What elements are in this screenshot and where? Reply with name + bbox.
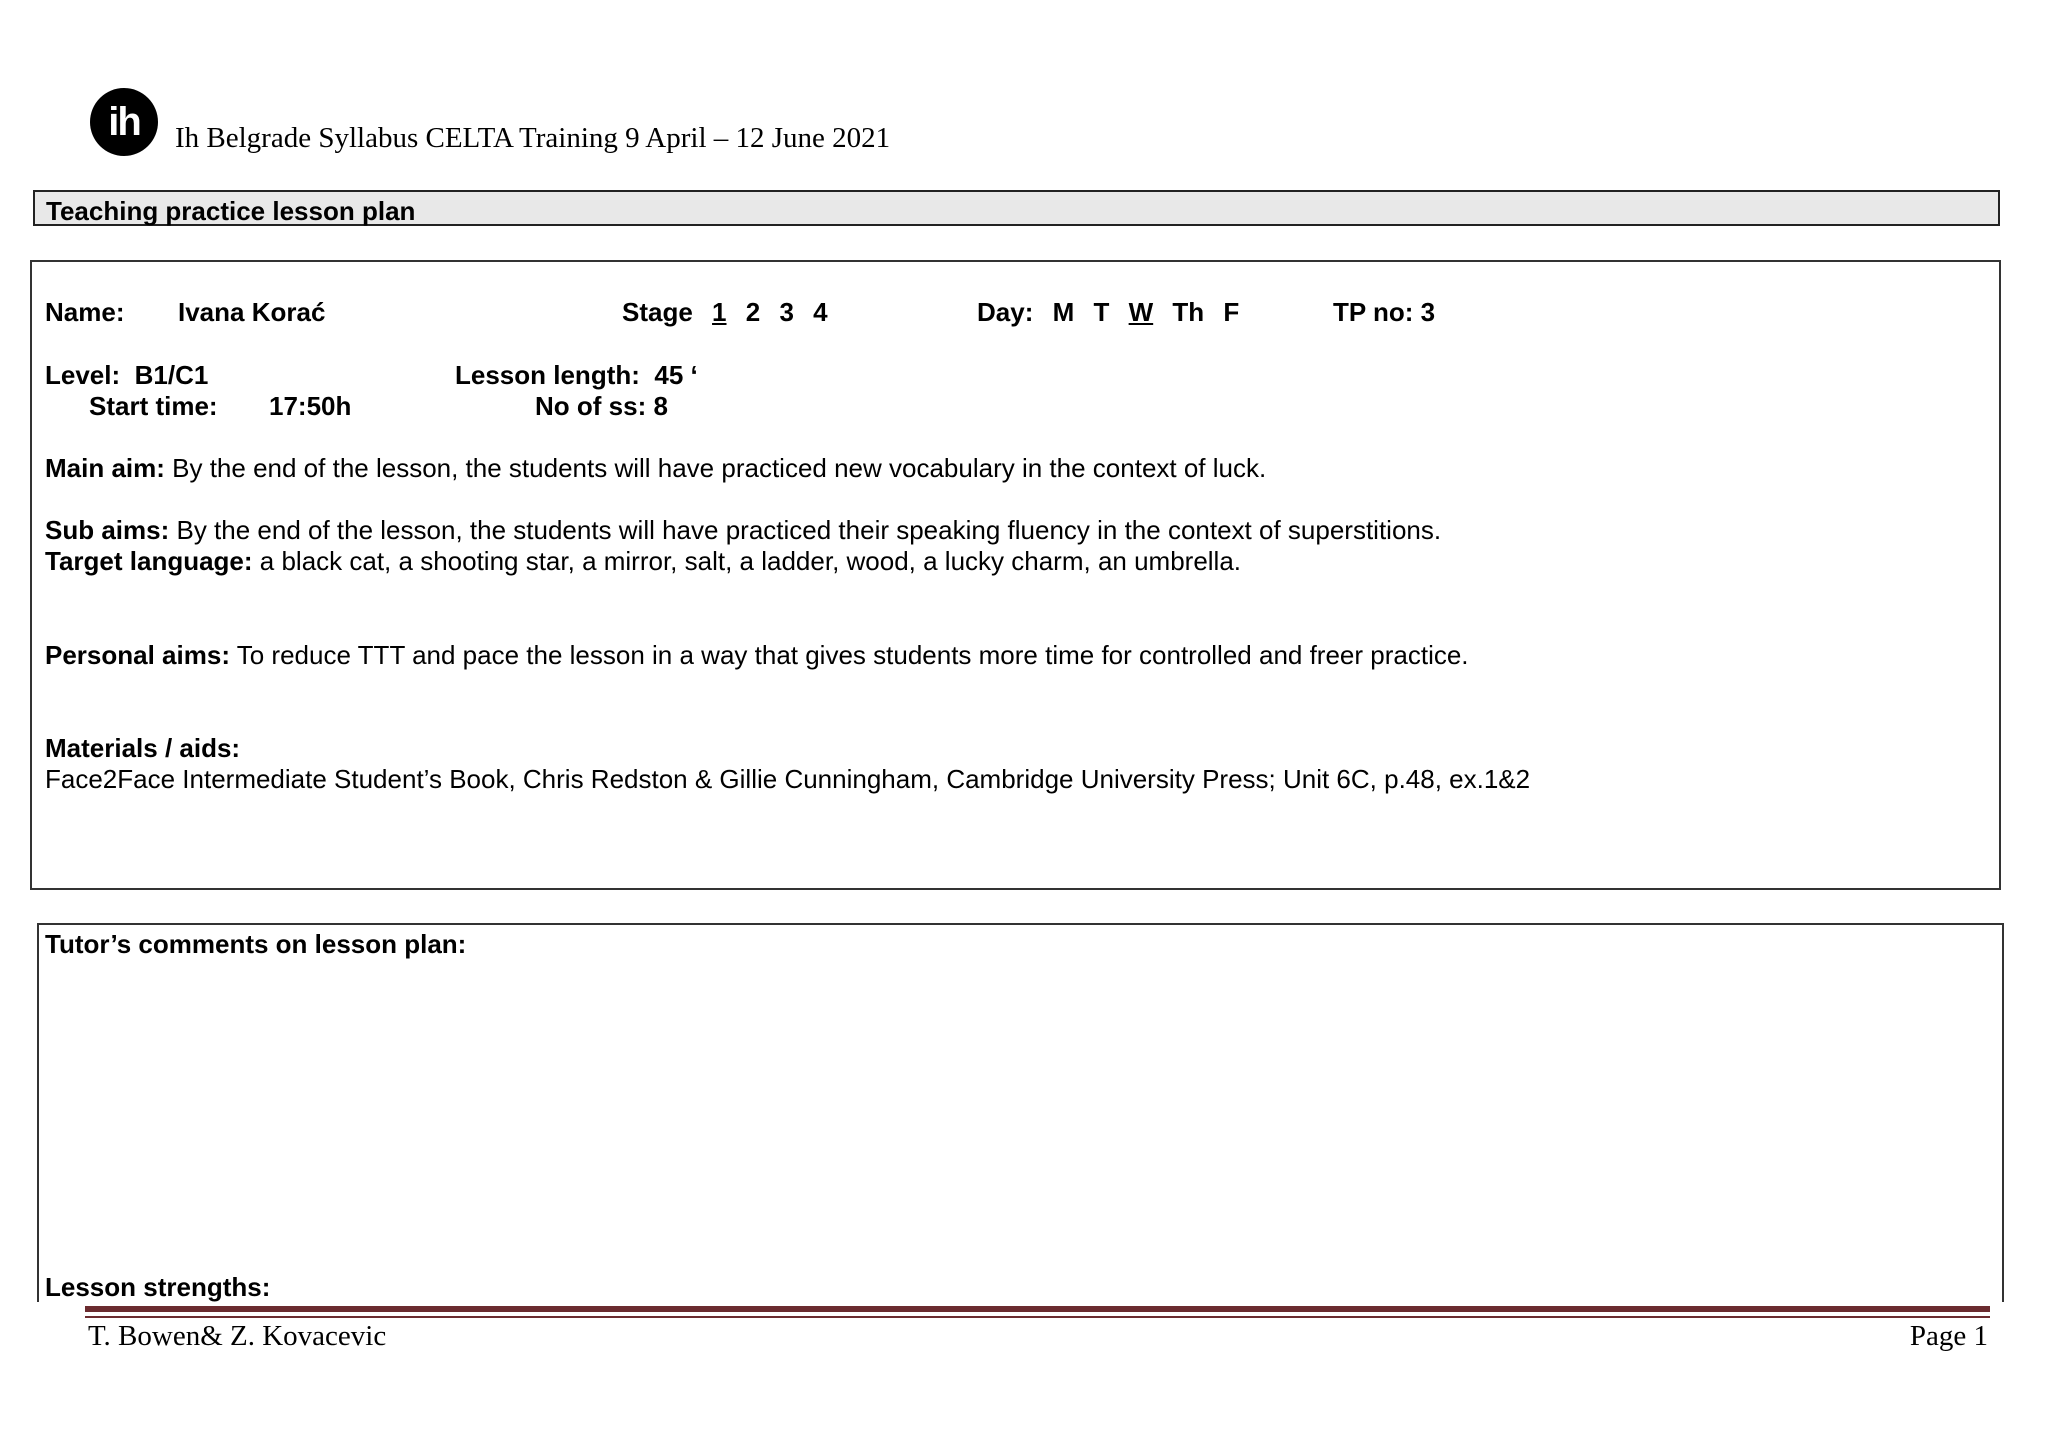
stage-selector bbox=[622, 297, 828, 328]
footer-authors: T. Bowen& Z. Kovacevic bbox=[88, 1320, 387, 1352]
personal-aims-label: Personal aims: bbox=[45, 640, 230, 670]
start-time-value: 17:50h bbox=[269, 391, 352, 421]
personal-aims bbox=[45, 640, 1469, 671]
lesson-length-row bbox=[455, 360, 698, 391]
footer-rule-thin bbox=[85, 1316, 1990, 1318]
day-option: Th bbox=[1172, 297, 1205, 327]
target-language-label: Target language: bbox=[45, 546, 253, 576]
target-language bbox=[45, 546, 1241, 577]
day-option: F bbox=[1223, 297, 1240, 327]
lesson-plan-title-bar bbox=[33, 190, 2000, 226]
document-header-title: Ih Belgrade Syllabus CELTA Training 9 April – 12 June 2021 bbox=[175, 122, 891, 154]
sub-aims-text: By the end of the lesson, the students will have practiced their speaking fluency in the context of superstitions. bbox=[169, 515, 1442, 545]
start-time-label: Start time: bbox=[89, 391, 218, 421]
main-aim bbox=[45, 453, 1266, 484]
day-option-selected: W bbox=[1128, 297, 1154, 327]
stage-option: 4 bbox=[813, 297, 828, 327]
stage-option-selected: 1 bbox=[712, 297, 727, 327]
day-option: M bbox=[1052, 297, 1075, 327]
stage-label: Stage bbox=[622, 297, 693, 327]
main-aim-label: Main aim: bbox=[45, 453, 165, 483]
materials-text: Face2Face Intermediate Student’s Book, Chris Redston & Gillie Cunningham, Cambridge University Press; Unit 6C, p.48, ex.1&2 bbox=[45, 764, 1531, 794]
lesson-plan-title: Teaching practice lesson plan bbox=[46, 196, 416, 226]
lesson-strengths-label: Lesson strengths: bbox=[45, 1272, 271, 1302]
number-of-students: No of ss: 8 bbox=[535, 391, 668, 421]
personal-aims-text: To reduce TTT and pace the lesson in a way that gives students more time for controlled and freer practice. bbox=[229, 640, 1469, 670]
footer-rule bbox=[85, 1306, 1990, 1312]
day-selector bbox=[977, 297, 1239, 328]
tutor-comments-label: Tutor’s comments on lesson plan: bbox=[45, 929, 467, 959]
name-label: Name: bbox=[45, 297, 125, 327]
day-label: Day: bbox=[977, 297, 1034, 327]
level-label: Level: bbox=[45, 360, 121, 390]
lesson-length-label: Lesson length: bbox=[455, 360, 640, 390]
level-value: B1/C1 bbox=[134, 360, 209, 390]
main-aim-text: By the end of the lesson, the students will have practiced new vocabulary in the context of luck. bbox=[164, 453, 1267, 483]
lesson-length-value: 45 ‘ bbox=[654, 360, 698, 390]
sub-aims-label: Sub aims: bbox=[45, 515, 170, 545]
target-language-text: a black cat, a shooting star, a mirror, salt, a ladder, wood, a lucky charm, an umbrella. bbox=[252, 546, 1242, 576]
footer-page-number: Page 1 bbox=[1909, 1320, 1988, 1352]
tp-number: TP no: 3 bbox=[1333, 297, 1436, 327]
materials-label: Materials / aids: bbox=[45, 733, 241, 763]
level-row bbox=[45, 360, 208, 391]
sub-aims bbox=[45, 515, 1441, 546]
stage-option: 3 bbox=[779, 297, 794, 327]
stage-option: 2 bbox=[745, 297, 761, 327]
ih-logo-icon: ih bbox=[90, 88, 158, 156]
day-option: T bbox=[1093, 297, 1110, 327]
name-value: Ivana Korać bbox=[178, 297, 326, 327]
